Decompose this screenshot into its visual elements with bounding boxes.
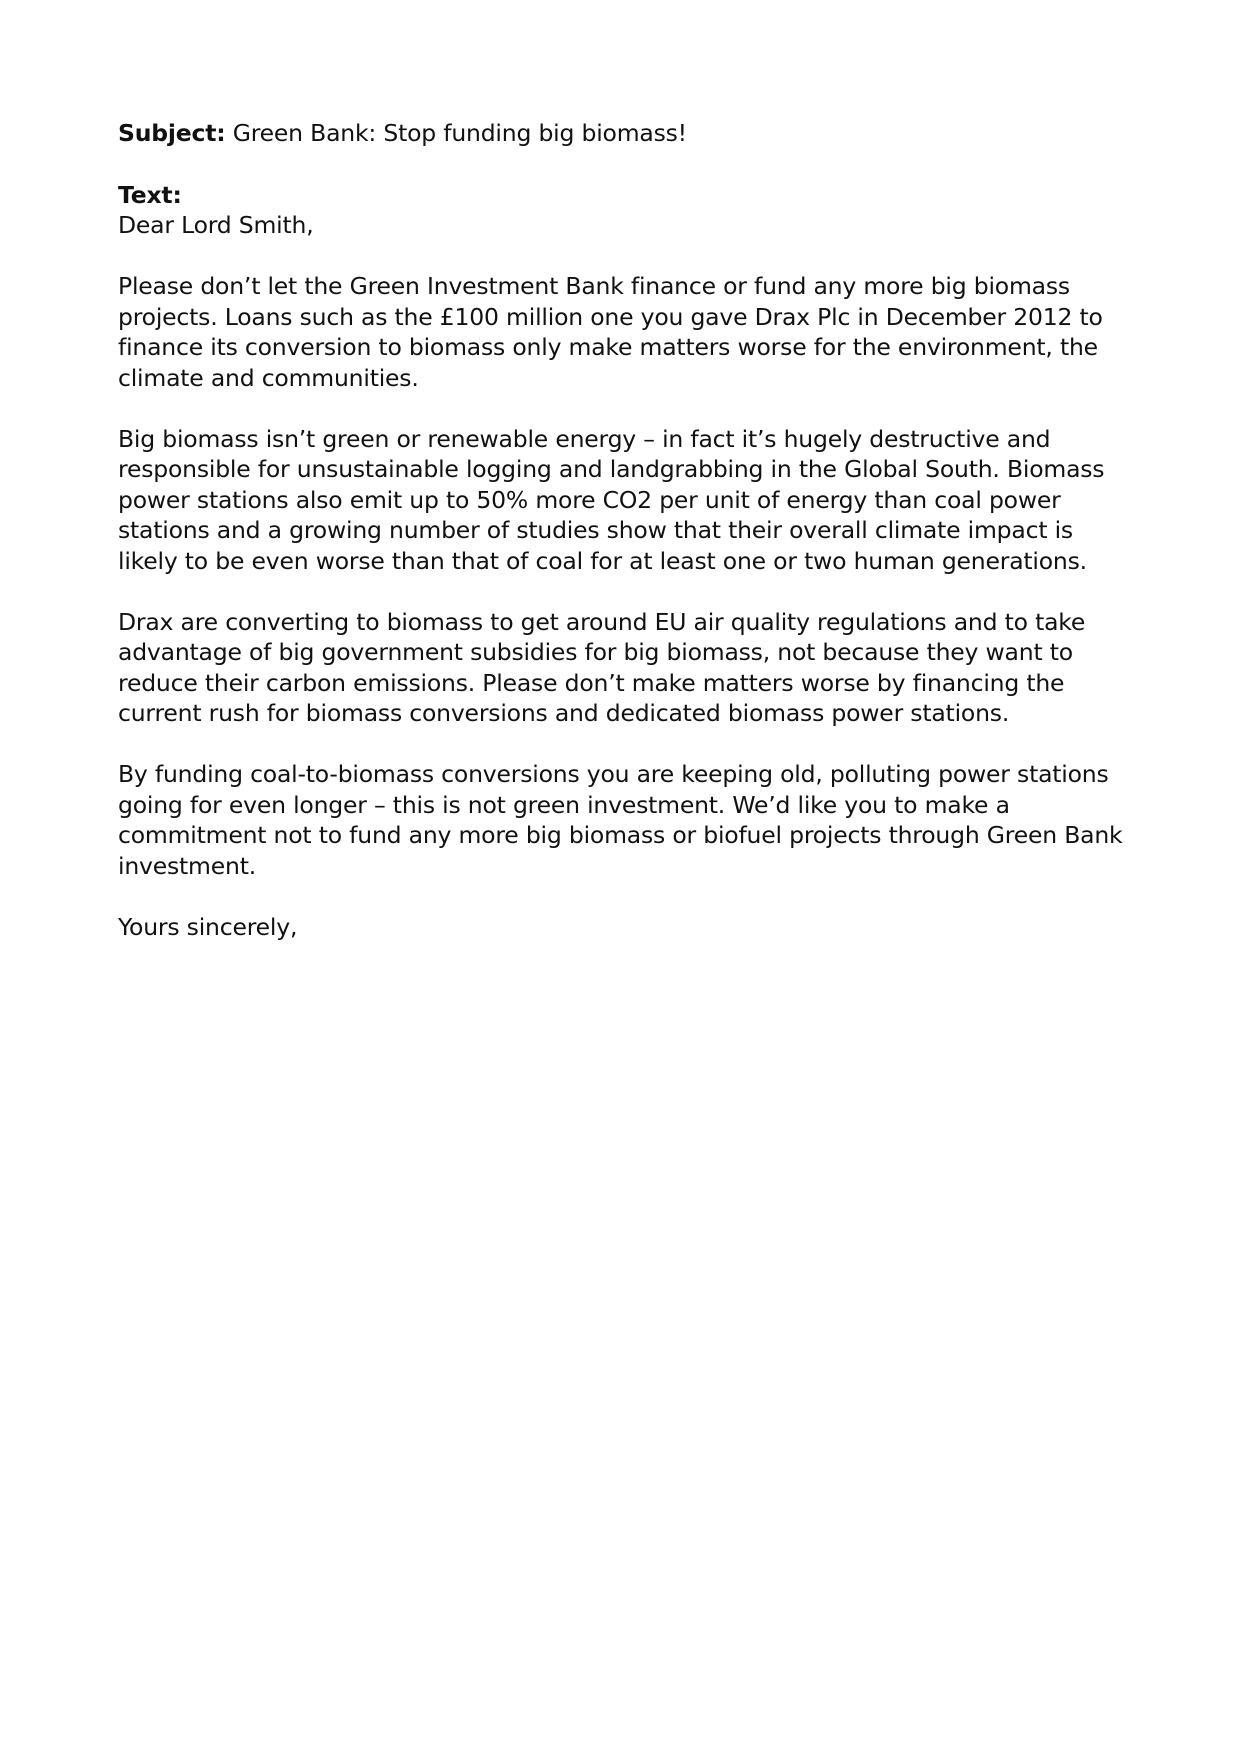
paragraph-3: Drax are converting to biomass to get around EU air quality regulations and to take advantage of big government subsidies for big biomass, not because they want to reduce their carbon emissions. Please don’t make matters worse by financing the current rush for biomass conversions and dedicated biomass power stations.: [118, 607, 1086, 727]
greeting: Dear Lord Smith,: [118, 211, 314, 239]
closing: Yours sincerely,: [118, 912, 298, 941]
paragraph-4: By funding coal-to-biomass conversions you are keeping old, polluting power stations going for even longer – this is not green investment. We’d like you to make a commitment not to fund any more big biomass or biofuel projects through Green Bank investment.: [118, 760, 1123, 880]
text-label: Text:: [118, 180, 182, 209]
subject-text: Green Bank: Stop funding big biomass!: [225, 119, 687, 147]
paragraph-1: Please don’t let the Green Investment Bank finance or fund any more big biomass projects. Loans such as the £100 million one you gave Drax Plc in December 2012 to finance its conversion to biomass only make matters worse for the environment, the climate and communities.: [118, 272, 1103, 392]
subject-line: [118, 118, 1128, 149]
subject-label: Subject:: [118, 119, 226, 147]
paragraph-2: Big biomass isn’t green or renewable energy – in fact it’s hugely destructive and responsible for unsustainable logging and landgrabbing in the Global South. Biomass power stations also emit up to 50% more CO2 per unit of energy than coal power stations and a growing number of studies show that their overall climate impact is likely to be even worse than that of coal for at least one or two human generations.: [118, 424, 1105, 575]
letter-document: [118, 118, 1128, 973]
